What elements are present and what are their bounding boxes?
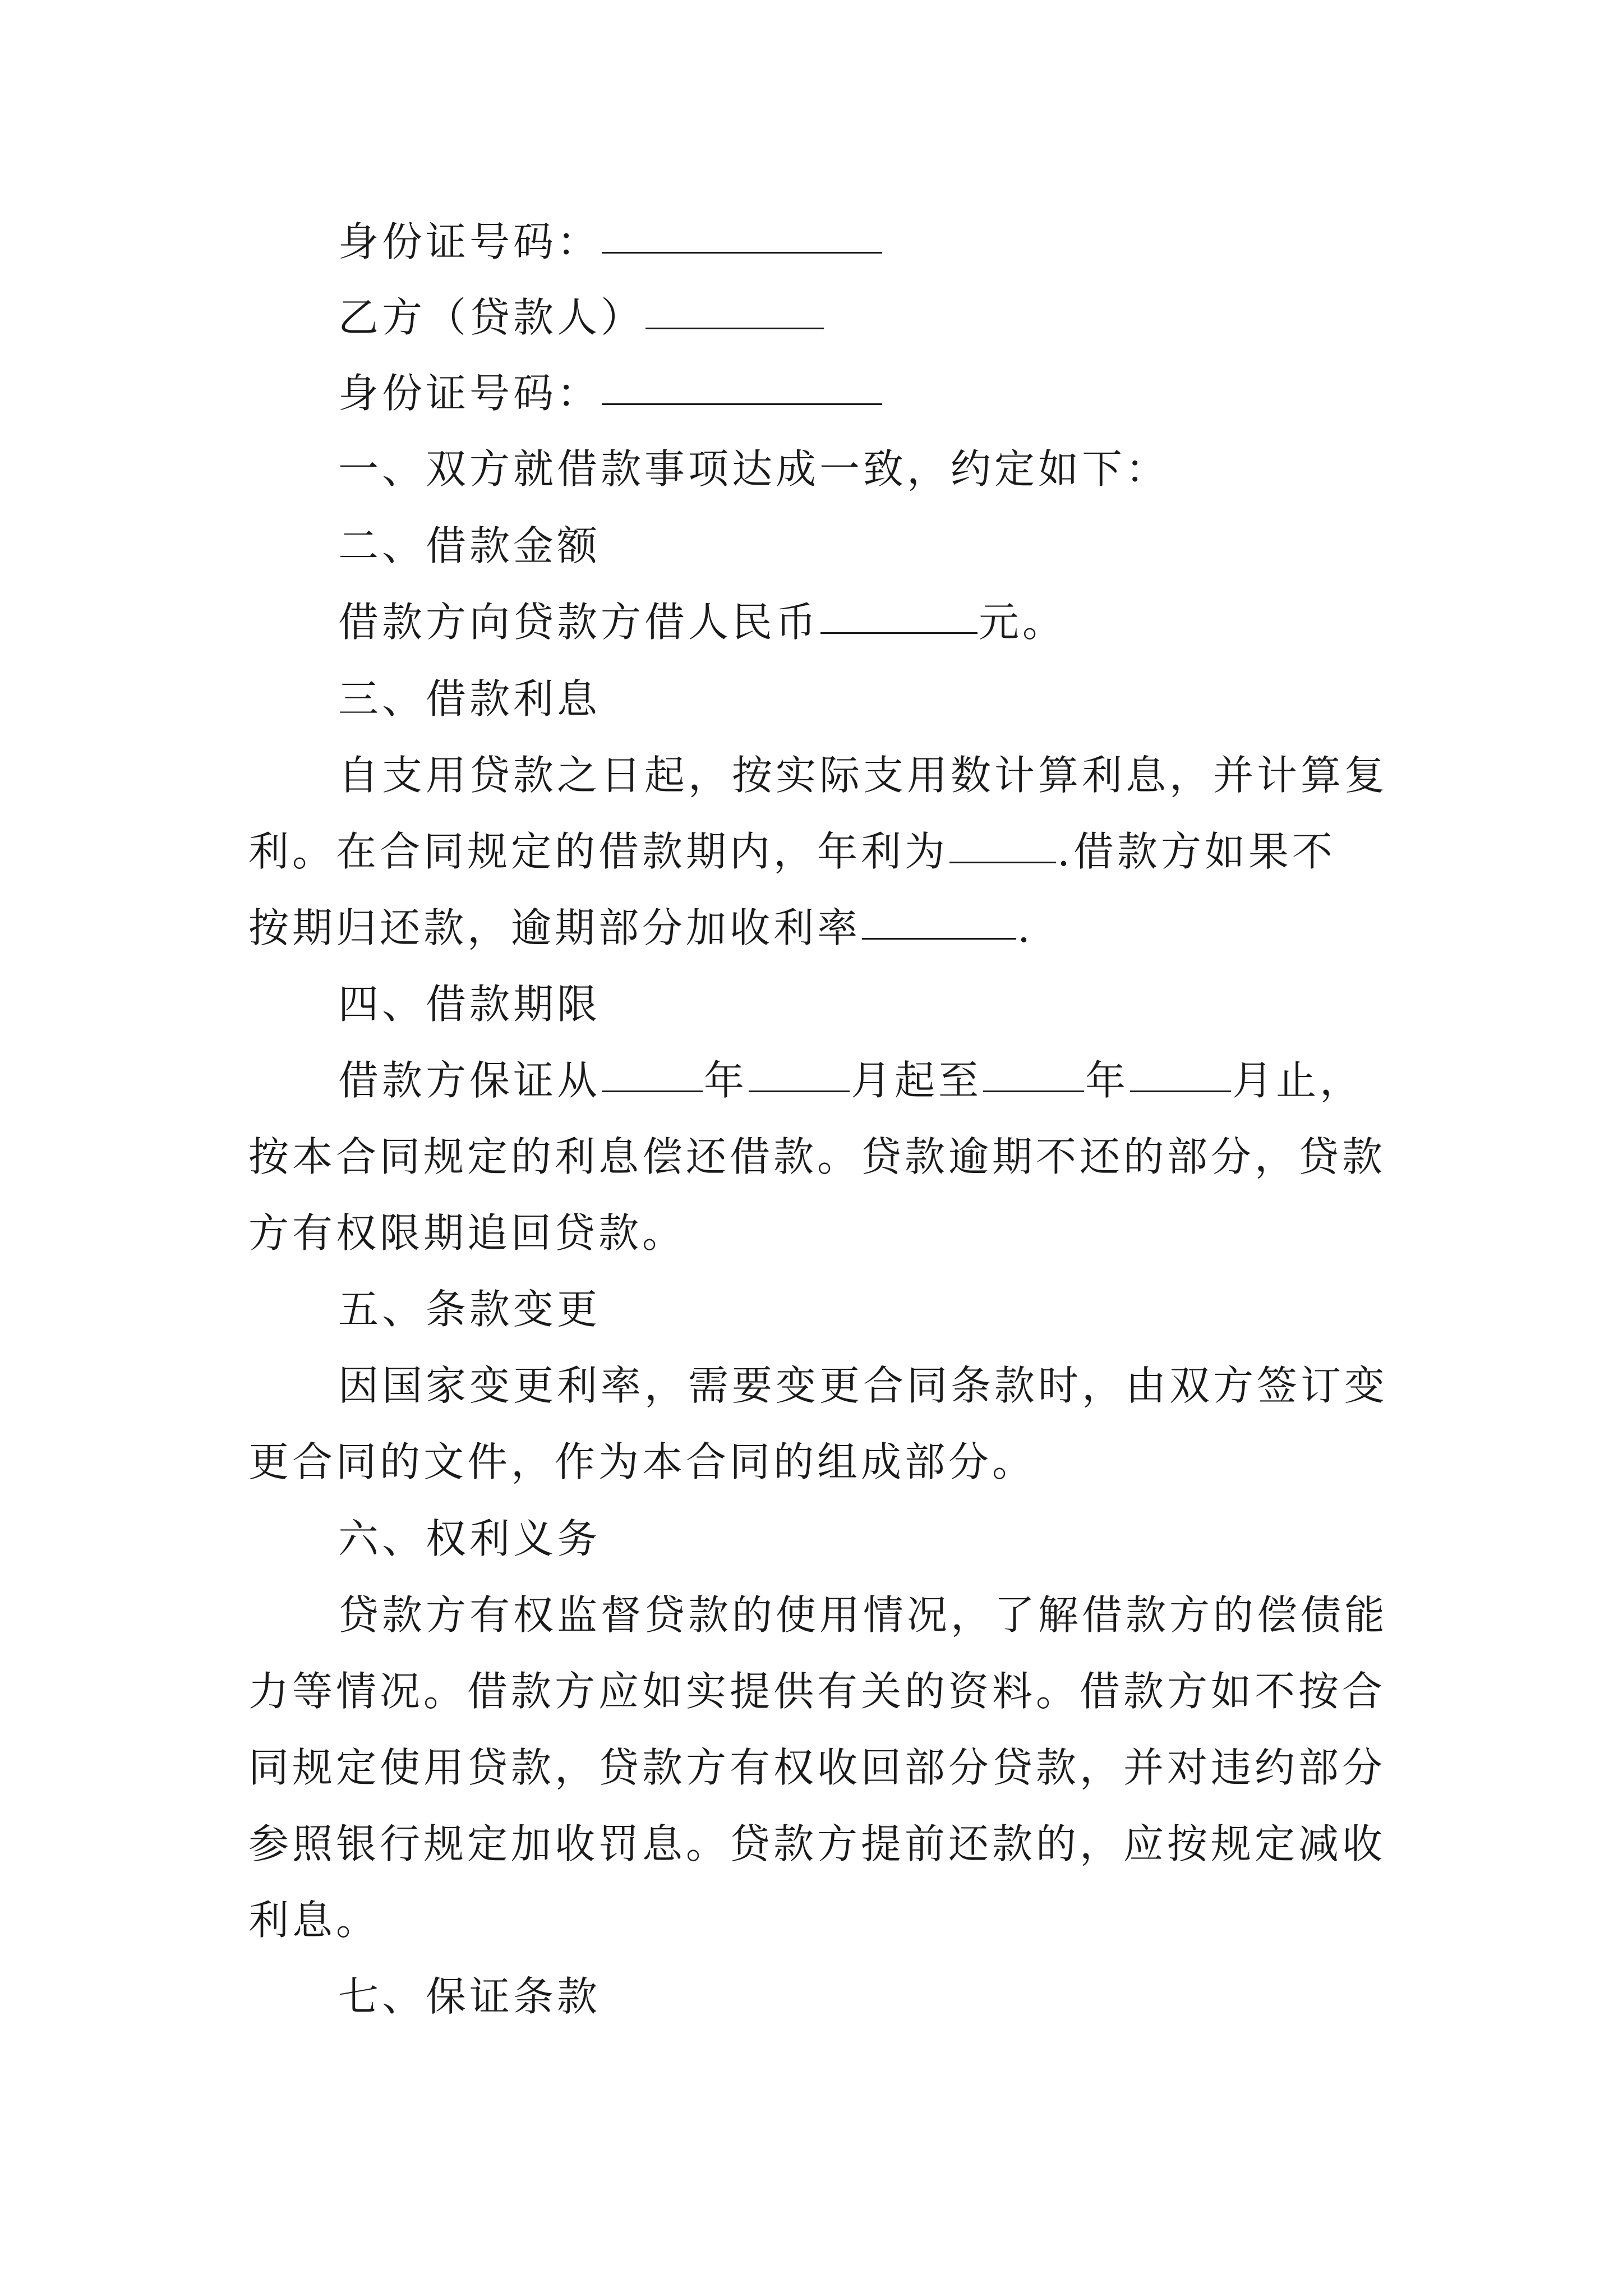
- id-number-blank: [602, 252, 882, 254]
- section-6-line-3: 同规定使用贷款，贷款方有权收回部分贷款，并对违约部分: [248, 1744, 1386, 1791]
- section-4-line-2: 按本合同规定的利息偿还借款。贷款逾期不还的部分，贷款: [248, 1133, 1386, 1180]
- section-6-line-1: 贷款方有权监督贷款的使用情况，了解借款方的偿债能: [338, 1591, 1389, 1639]
- term-text-c: 月起至: [851, 1057, 983, 1104]
- overdue-rate-text: 按期归还款，逾期部分加收利率: [248, 904, 861, 951]
- section-6-line-2: 力等情况。借款方应如实提供有关的资料。借款方如不按合: [248, 1668, 1386, 1715]
- section-6-title: 六、权利义务: [338, 1515, 601, 1562]
- section-6-line-5: 利息。: [248, 1897, 380, 1944]
- id-number-blank: [602, 403, 882, 405]
- end-year-blank: [983, 1091, 1084, 1092]
- start-year-blank: [602, 1091, 703, 1092]
- loan-amount-text: 借款方向贷款方借人民币: [338, 599, 820, 646]
- overdue-rate-blank: [862, 938, 1016, 940]
- section-4-line-3: 方有权限期追回贷款。: [248, 1209, 686, 1257]
- party-b-line: [338, 294, 825, 341]
- start-month-blank: [749, 1091, 850, 1092]
- overdue-rate-text-after: .: [1017, 904, 1034, 951]
- id-number-line-1: [338, 218, 883, 265]
- term-text-d: 年: [1085, 1057, 1129, 1104]
- section-6-line-4: 参照银行规定加收罚息。贷款方提前还款的，应按规定减收: [248, 1820, 1386, 1867]
- party-b-blank: [645, 328, 824, 329]
- term-text-a: 借款方保证从: [338, 1057, 601, 1104]
- section-4-title: 四、借款期限: [338, 981, 601, 1028]
- section-3-line-2: [248, 828, 1336, 875]
- loan-amount-unit: 元。: [979, 599, 1067, 646]
- id-number-label: 身份证号码：: [338, 370, 601, 417]
- loan-amount-blank: [820, 632, 978, 634]
- term-text-e: 月止，: [1232, 1057, 1364, 1104]
- id-number-label: 身份证号码：: [338, 218, 601, 265]
- interest-rate-text: 利。在合同规定的借款期内，年利为: [248, 828, 949, 875]
- party-b-label: 乙方（贷款人）: [338, 294, 645, 341]
- section-3-title: 三、借款利息: [338, 675, 601, 723]
- end-month-blank: [1130, 1091, 1231, 1092]
- section-3-line-3: [248, 904, 1034, 951]
- section-2-title: 二、借款金额: [338, 522, 601, 569]
- section-5-title: 五、条款变更: [338, 1286, 601, 1333]
- section-3-line-1: 自支用贷款之日起，按实际支用数计算利息，并计算复: [338, 752, 1389, 799]
- section-7-title: 七、保证条款: [338, 1973, 601, 2020]
- interest-rate-text-after: .借款方如果不: [1057, 828, 1336, 875]
- section-5-line-1: 因国家变更利率，需要变更合同条款时，由双方签订变: [338, 1362, 1389, 1409]
- interest-rate-blank: [949, 862, 1056, 863]
- id-number-line-2: [338, 370, 883, 417]
- section-4-line-1: [338, 1057, 1364, 1104]
- intro-line: 一、双方就借款事项达成一致，约定如下：: [338, 445, 1170, 493]
- section-5-line-2: 更合同的文件，作为本合同的组成部分。: [248, 1438, 1036, 1485]
- section-2-text: [338, 599, 1067, 646]
- term-text-b: 年: [704, 1057, 748, 1104]
